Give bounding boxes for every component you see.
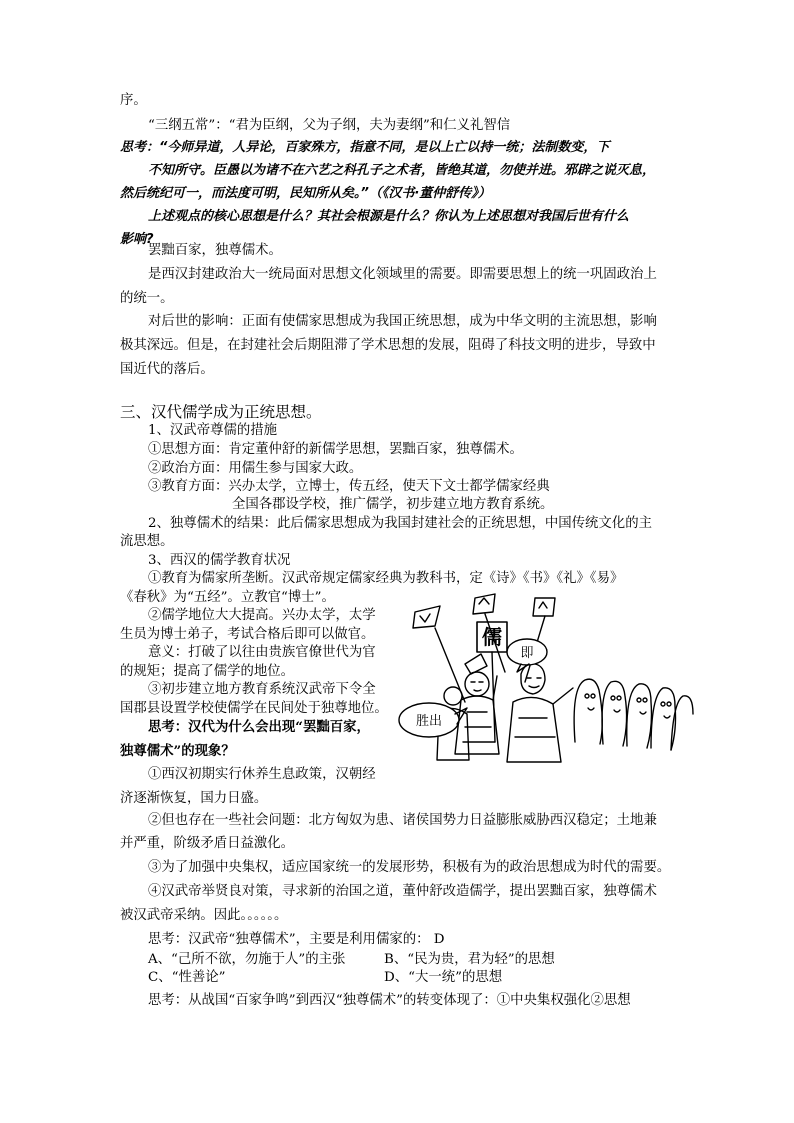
subheading: 3、西汉的儒学教育状况	[148, 553, 291, 568]
option-b: B、“民为贵，君为轻”的思想	[384, 952, 555, 967]
answer-line: 的统一。	[120, 291, 174, 306]
question-line: 思考：“今师异道，人异论，百家殊方，指意不同，是以上亡以持一统；法制数变，下	[120, 140, 610, 155]
text-line: 《春秋》为“五经”。立教官“博士”。	[120, 590, 335, 605]
text-line: 的规矩；提高了儒学的地位。	[120, 664, 295, 679]
crowd-figures	[574, 679, 693, 750]
scholar-figure	[507, 664, 573, 762]
answer-line: ④汉武帝举贤良对策，寻求新的治国之道，董仲舒改造儒学，提出罢黜百家，独尊儒术	[148, 884, 657, 899]
answer-line: ①西汉初期实行休养生息政策，汉朝经	[148, 767, 376, 782]
answer-line: 并严重，阶级矛盾日益激化。	[120, 836, 295, 851]
text-line: ②政治方面：用儒生参与国家大政。	[148, 461, 363, 476]
question-line: 思考：汉武帝“独尊儒术”，主要是利用儒家的： D	[148, 932, 445, 947]
option-c: C、“性善论”	[148, 970, 226, 985]
question-line: 思考：汉代为什么会出现“罢黜百家，	[148, 719, 370, 735]
option-a: A、“己所不欲，勿施于人”的主张	[148, 952, 346, 967]
text-line: ③初步建立地方教育系统汉武帝下令全	[148, 682, 376, 697]
section-heading: 三、汉代儒学成为正统思想。	[120, 403, 322, 421]
text-line: 国郡县设置学校使儒学在民间处于独尊地位。	[120, 701, 388, 716]
text-line: 生员为博士弟子，考试合格后即可以做官。	[120, 627, 375, 642]
question-line: 思考：从战国“百家争鸣”到西汉“独尊儒术”的转变体现了：①中央集权强化②思想	[148, 993, 631, 1008]
question-line: 影响?	[120, 232, 154, 247]
text-line: ③教育方面：兴办太学，立博士，传五经，使天下文士都学儒家经典	[148, 479, 550, 494]
question-line: 然后统纪可一，而法度可明，民知所从矣。”（《汉书·董仲舒传》）	[120, 186, 491, 201]
text-line: 全国各郡设学校，推广儒学，初步建立地方教育系统。	[232, 497, 554, 512]
question-line: 上述观点的核心思想是什么？其社会根源是什么？你认为上述思想对我国后世有什么	[148, 209, 630, 224]
answer-line: 是西汉封建政治大一统局面对思想文化领域里的需要。即需要思想上的统一巩固政治上	[148, 267, 657, 282]
answer-line: ②但也存在一些社会问题：北方匈奴为患、诸侯国势力日益膨胀威胁西汉稳定；土地兼	[148, 813, 657, 828]
text-line: ①教育为儒家所垄断。汉武帝规定儒家经典为教科书，定《诗》《书》《礼》《易》	[148, 571, 624, 586]
text-line: ①思想方面：肯定董仲舒的新儒学思想，罢黜百家，独尊儒术。	[148, 442, 523, 457]
question-line: 独尊儒术”的现象？	[120, 743, 235, 759]
text-line: 流思想。	[120, 534, 174, 549]
answer-line: 济逐渐恢复，国力日盛。	[120, 791, 268, 806]
confucianism-cartoon	[395, 592, 695, 772]
text-line: ②儒学地位大大提高。兴办太学，太学	[148, 608, 376, 623]
text-line: 2、独尊儒术的结果：此后儒家思想成为我国封建社会的正统思想，中国传统文化的主	[148, 516, 652, 531]
subheading: 1、汉武帝尊儒的措施	[148, 423, 278, 438]
bubble-left-label: 胜出	[415, 714, 443, 729]
text-line: 序。	[120, 93, 147, 108]
text-line: 意义：打破了以往由贵族官僚世代为官	[148, 645, 376, 660]
question-line: 不知所守。臣愚以为诸不在六艺之科孔子之术者，皆绝其道，勿使并进。邪辟之说灭息，	[148, 163, 656, 178]
answer-line: 被汉武帝采纳。因此。。。。。。	[120, 908, 288, 923]
answer-line: 国近代的落后。	[120, 362, 214, 377]
answer-line: ③为了加强中央集权，适应国家统一的发展形势，积极有为的政治思想成为时代的需要。	[148, 860, 671, 875]
answer-line: 对后世的影响：正面有使儒家思想成为我国正统思想，成为中华文明的主流思想，影响	[148, 314, 657, 329]
bubble-right-label: 即	[520, 646, 534, 661]
text-line: “三纲五常”：“君为臣纲，父为子纲，夫为妻纲”和仁义礼智信	[148, 118, 511, 133]
option-d: D、“大一统”的思想	[384, 970, 503, 985]
answer-line: 极其深远。但是，在封建社会后期阻滞了学术思想的发展，阻碍了科技文明的进步，导致中	[120, 338, 656, 353]
sign-label: 儒	[482, 625, 502, 649]
answer-line: 罢黜百家，独尊儒术。	[148, 243, 282, 258]
